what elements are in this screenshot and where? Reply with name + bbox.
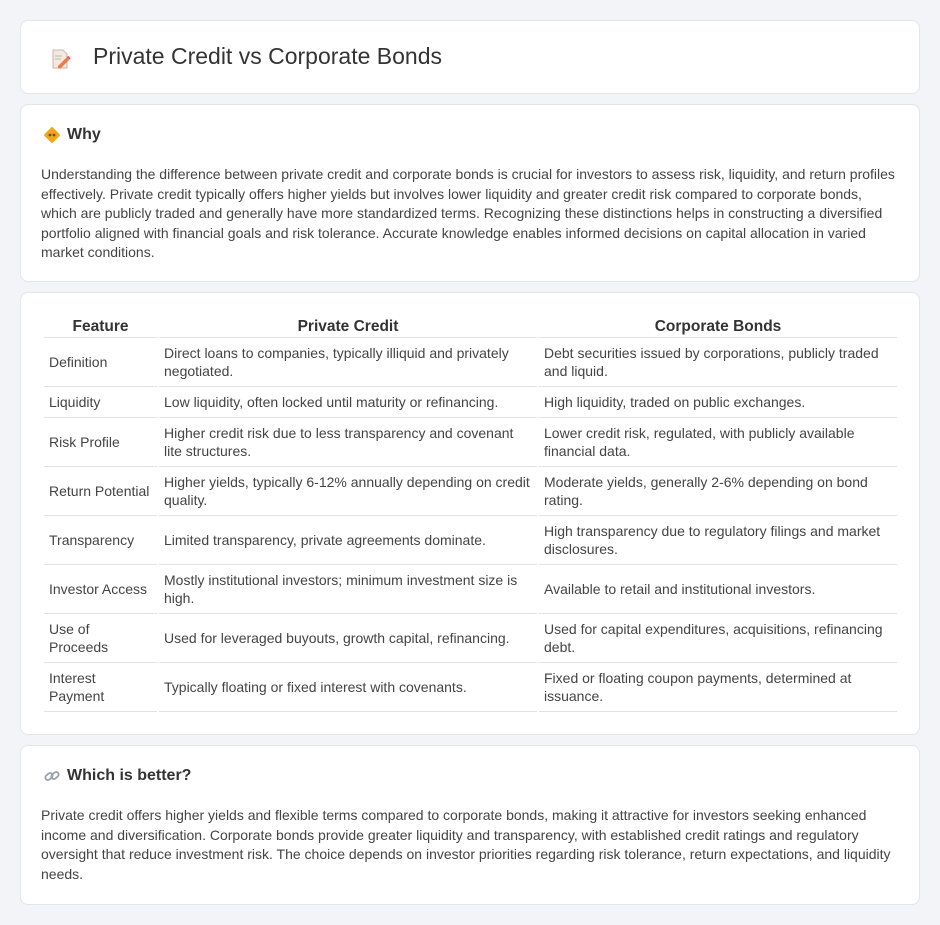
better-text: Private credit offers higher yields and flexible terms compared to corporate bonds, making it attractive for investors seeking enhanced income and diversification. Corporate bonds provide greater liquidity and transparency, with established credit ratings and regulatory oversight that reduce investment risk. The choice depends on investor priorities regarding risk tolerance, return expectations, and liquidity needs. (41, 807, 891, 882)
header-feature: Feature (44, 315, 157, 338)
table-cell: Limited transparency, private agreements dominate. (159, 516, 537, 565)
table-cell: Typically floating or fixed interest with covenants. (159, 663, 537, 712)
table-cell: Moderate yields, generally 2-6% depending on bond rating. (539, 467, 897, 516)
table-header-row (44, 315, 897, 338)
table-cell: Return Potential (44, 467, 157, 516)
table-row (44, 387, 897, 418)
table-cell: Direct loans to companies, typically illiquid and privately negotiated. (159, 338, 537, 387)
table-cell: High transparency due to regulatory filings and market disclosures. (539, 516, 897, 565)
table-row (44, 467, 897, 516)
better-heading-label: Which is better? (67, 767, 192, 784)
table-cell: Debt securities issued by corporations, publicly traded and liquid. (539, 338, 897, 387)
table-cell: Investor Access (44, 565, 157, 614)
table-cell: High liquidity, traded on public exchanges. (539, 387, 897, 418)
table-row (44, 338, 897, 387)
table-cell: Transparency (44, 516, 157, 565)
table-cell: Used for capital expenditures, acquisitions, refinancing debt. (539, 614, 897, 663)
why-section (20, 104, 920, 282)
table-cell: Used for leveraged buyouts, growth capital, refinancing. (159, 614, 537, 663)
table-row (44, 516, 897, 565)
table-cell: Use of Proceeds (44, 614, 157, 663)
diamond-sign-icon (43, 126, 61, 144)
page-title: Private Credit vs Corporate Bonds (93, 43, 442, 69)
table-row (44, 418, 897, 467)
table-row (44, 663, 897, 712)
table-cell: Higher yields, typically 6-12% annually depending on credit quality. (159, 467, 537, 516)
title-card (20, 20, 920, 94)
table-row (44, 565, 897, 614)
table-cell: Higher credit risk due to less transparency and covenant lite structures. (159, 418, 537, 467)
which-is-better-section (20, 745, 920, 905)
better-heading (43, 767, 191, 785)
why-heading (43, 126, 101, 144)
table-cell: Mostly institutional investors; minimum investment size is high. (159, 565, 537, 614)
table-cell: Low liquidity, often locked until maturity or refinancing. (159, 387, 537, 418)
table-cell: Lower credit risk, regulated, with publicly available financial data. (539, 418, 897, 467)
table-cell: Interest Payment (44, 663, 157, 712)
table-row (44, 614, 897, 663)
table-cell: Available to retail and institutional investors. (539, 565, 897, 614)
comparison-table-card (20, 292, 920, 735)
link-icon (43, 767, 61, 785)
table-cell: Risk Profile (44, 418, 157, 467)
table-cell: Definition (44, 338, 157, 387)
comparison-table (42, 315, 899, 712)
why-heading-label: Why (67, 126, 101, 143)
header-private-credit: Private Credit (159, 315, 537, 338)
why-text: Understanding the difference between private credit and corporate bonds is crucial for investors to assess risk, liquidity, and return profiles effectively. Private credit typically offers higher yields but involves lower liquidity and greater credit risk compared to corporate bonds, which are publicly traded and generally have more standardized terms. Recognizing these distinctions helps in constructing a diversified portfolio aligned with financial goals and risk tolerance. Accurate knowledge enables informed decisions on capital allocation in varied market conditions. (41, 166, 895, 261)
header-corporate-bonds: Corporate Bonds (539, 315, 897, 338)
table-cell: Liquidity (44, 387, 157, 418)
document-pencil-icon (49, 48, 71, 70)
table-cell: Fixed or floating coupon payments, determined at issuance. (539, 663, 897, 712)
